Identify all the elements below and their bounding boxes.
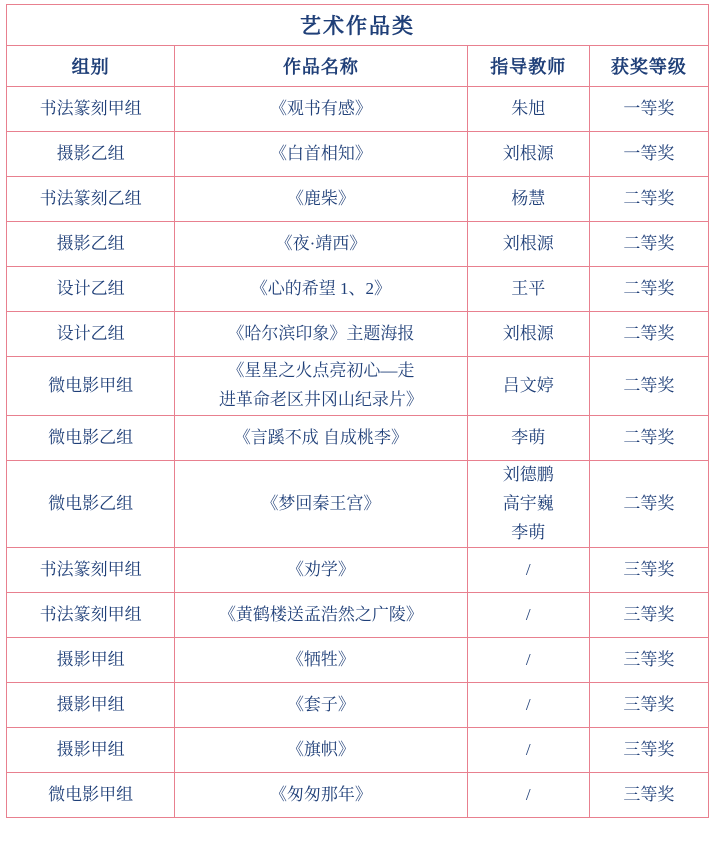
cell-teacher: / <box>467 773 589 818</box>
table-row <box>7 728 709 773</box>
cell-group: 微电影甲组 <box>7 357 175 416</box>
cell-teacher: 刘根源 <box>467 132 589 177</box>
cell-work: 《匆匆那年》 <box>175 773 467 818</box>
cell-teacher: 王平 <box>467 267 589 312</box>
cell-teacher: / <box>467 548 589 593</box>
table-row <box>7 415 709 460</box>
cell-work: 《白首相知》 <box>175 132 467 177</box>
cell-teacher: / <box>467 638 589 683</box>
cell-work: 《劝学》 <box>175 548 467 593</box>
cell-teacher <box>467 460 589 548</box>
cell-work: 《言蹊不成 自成桃李》 <box>175 415 467 460</box>
table-row <box>7 773 709 818</box>
cell-teacher: 朱旭 <box>467 87 589 132</box>
cell-award: 一等奖 <box>589 132 708 177</box>
cell-teacher-line: 刘德鹏 <box>502 464 554 484</box>
table-title: 艺术作品类 <box>7 5 709 46</box>
cell-award: 二等奖 <box>589 177 708 222</box>
table-row <box>7 683 709 728</box>
cell-work: 《哈尔滨印象》主题海报 <box>175 312 467 357</box>
cell-group: 书法篆刻甲组 <box>7 548 175 593</box>
cell-teacher: 吕文婷 <box>467 357 589 416</box>
cell-award: 二等奖 <box>589 312 708 357</box>
table-row <box>7 87 709 132</box>
cell-work: 《鹿柴》 <box>175 177 467 222</box>
column-header-work: 作品名称 <box>175 46 467 87</box>
table-row <box>7 312 709 357</box>
cell-award: 三等奖 <box>589 773 708 818</box>
cell-award: 三等奖 <box>589 728 708 773</box>
cell-work: 《牺牲》 <box>175 638 467 683</box>
table-row <box>7 177 709 222</box>
cell-work: 《旗帜》 <box>175 728 467 773</box>
cell-work: 《梦回秦王宫》 <box>175 460 467 548</box>
column-header-teacher: 指导教师 <box>467 46 589 87</box>
table-header-row <box>7 46 709 87</box>
cell-group: 微电影乙组 <box>7 460 175 548</box>
table-row <box>7 132 709 177</box>
cell-group: 设计乙组 <box>7 312 175 357</box>
cell-teacher-line: 李萌 <box>511 522 546 542</box>
cell-group: 书法篆刻甲组 <box>7 593 175 638</box>
cell-teacher-line: 高宇巍 <box>502 493 554 513</box>
cell-award: 三等奖 <box>589 593 708 638</box>
table-row <box>7 548 709 593</box>
cell-award: 二等奖 <box>589 415 708 460</box>
cell-teacher: 刘根源 <box>467 312 589 357</box>
cell-group: 书法篆刻甲组 <box>7 87 175 132</box>
table-row <box>7 357 709 416</box>
cell-group: 微电影甲组 <box>7 773 175 818</box>
cell-award: 一等奖 <box>589 87 708 132</box>
cell-work: 《黄鹤楼送孟浩然之广陵》 <box>175 593 467 638</box>
cell-award: 二等奖 <box>589 222 708 267</box>
table-row <box>7 638 709 683</box>
cell-work-line: 进革命老区井冈山纪录片》 <box>218 389 423 409</box>
cell-group: 微电影乙组 <box>7 415 175 460</box>
cell-group: 摄影乙组 <box>7 132 175 177</box>
award-table <box>6 4 709 818</box>
cell-work: 《观书有感》 <box>175 87 467 132</box>
cell-award: 二等奖 <box>589 460 708 548</box>
cell-award: 二等奖 <box>589 357 708 416</box>
cell-teacher: 刘根源 <box>467 222 589 267</box>
cell-group: 书法篆刻乙组 <box>7 177 175 222</box>
cell-award: 三等奖 <box>589 548 708 593</box>
cell-group: 摄影甲组 <box>7 728 175 773</box>
cell-group: 摄影甲组 <box>7 638 175 683</box>
cell-teacher: 杨慧 <box>467 177 589 222</box>
cell-group: 设计乙组 <box>7 267 175 312</box>
table-row <box>7 460 709 548</box>
cell-work: 《套子》 <box>175 683 467 728</box>
cell-teacher: / <box>467 728 589 773</box>
cell-work <box>175 357 467 416</box>
cell-award: 二等奖 <box>589 267 708 312</box>
column-header-award: 获奖等级 <box>589 46 708 87</box>
cell-teacher: / <box>467 593 589 638</box>
cell-work-line: 《星星之火点亮初心—走 <box>227 361 415 380</box>
table-row <box>7 222 709 267</box>
cell-award: 三等奖 <box>589 683 708 728</box>
table-row <box>7 593 709 638</box>
cell-award: 三等奖 <box>589 638 708 683</box>
cell-group: 摄影乙组 <box>7 222 175 267</box>
cell-teacher: / <box>467 683 589 728</box>
table-title-row <box>7 5 709 46</box>
column-header-group: 组别 <box>7 46 175 87</box>
table-row <box>7 267 709 312</box>
cell-work: 《心的希望 1、2》 <box>175 267 467 312</box>
cell-group: 摄影甲组 <box>7 683 175 728</box>
cell-teacher: 李萌 <box>467 415 589 460</box>
cell-work: 《夜·靖西》 <box>175 222 467 267</box>
